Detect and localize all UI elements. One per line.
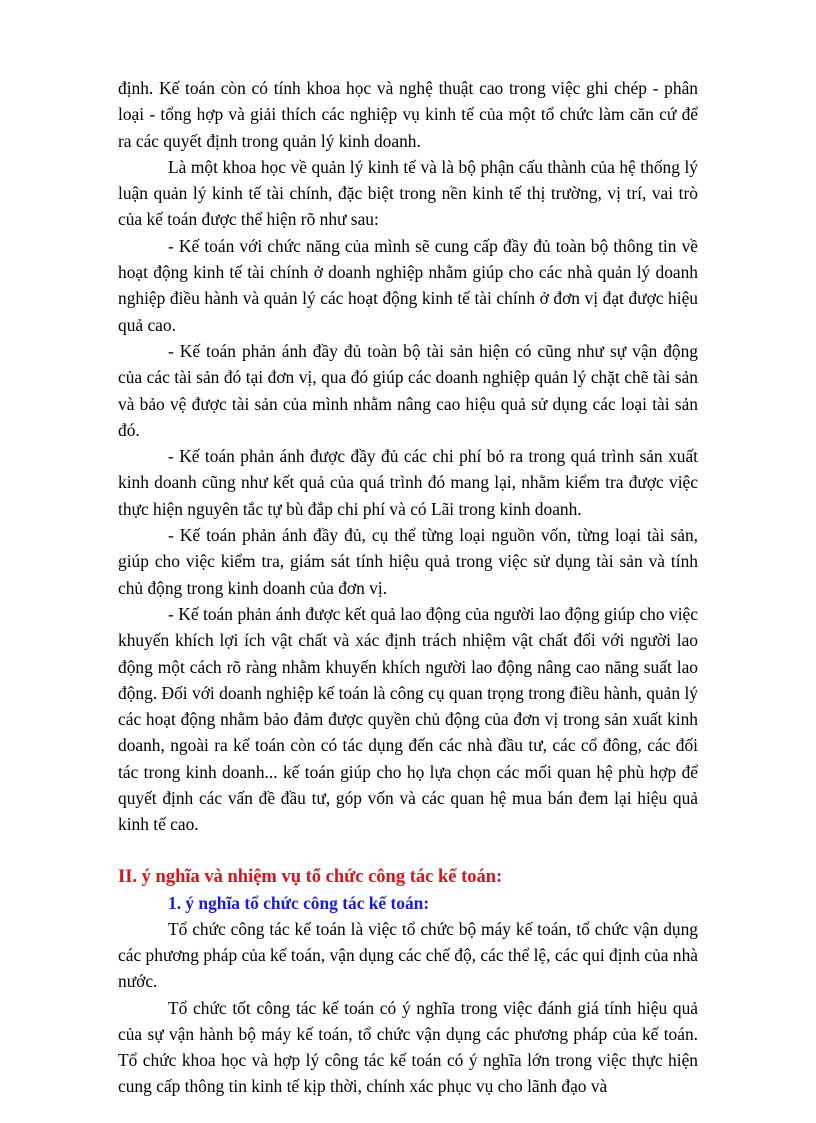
paragraph: định. Kế toán còn có tính khoa học và nghệ thuật cao trong việc ghi chép - phân loại - tổng hợp và giải thích các nghiệp vụ kinh tế của một tổ chức làm căn cứ để ra các quyết định trong quản lý kinh doanh. [118, 78, 698, 151]
paragraph: Là một khoa học về quản lý kinh tế và là bộ phận cấu thành của hệ thống lý luận quản lý kinh tế tài chính, đặc biệt trong nền kinh tế thị trường, vị trí, vai trò của kế toán được thể hiện rõ như sau: [118, 156, 698, 230]
section-heading: II. ý nghĩa và nhiệm vụ tổ chức công tác kế toán: [118, 866, 503, 887]
document-page [118, 75, 698, 1100]
bullet-paragraph: - Kế toán phản ánh được đầy đủ các chi phí bỏ ra trong quá trình sản xuất kinh doanh cũng như kết quả của quá trình đó mang lại, nhằm kiểm tra được việc thực hiện nguyên tắc tự bù đắp chi phí và có Lãi trong kinh doanh. [118, 446, 698, 519]
bullet-paragraph: - Kế toán với chức năng của mình sẽ cung cấp đầy đủ toàn bộ thông tin về hoạt động kinh tế tài chính ở doanh nghiệp nhằm giúp cho các nhà quản lý doanh nghiệp điều hành và quản lý các hoạt động kinh tế tài chính ở đơn vị đạt được hiệu quả cao. [118, 235, 698, 335]
bullet-paragraph: - Kế toán phản ánh đầy đủ toàn bộ tài sản hiện có cũng như sự vận động của các tài sản đó tại đơn vị, qua đó giúp các doanh nghiệp quản lý chặt chẽ tài sản và bảo vệ được tài sản của mình nhằm nâng cao hiệu quả sử dụng các loại tài sản đó. [118, 340, 698, 440]
subsection-heading: 1. ý nghĩa tổ chức công tác kế toán: [168, 892, 430, 913]
bullet-paragraph: - Kế toán phản ánh được kết quả lao động của người lao động giúp cho việc khuyến khích lợi ích vật chất và xác định trách nhiệm vật chất đối với người lao động một cách rõ ràng nhằm khuyến khích người lao động nâng cao năng suất lao động. Đối với doanh nghiệp kế toán là công cụ quan trọng trong điều hành, quản lý các hoạt động nhằm bảo đảm được quyền chủ động của đơn vị trong sản xuất kinh doanh, ngoài ra kế toán còn có tác dụng đến các nhà đầu tư, các cổ đông, các đối tác trong kinh doanh... kế toán giúp cho họ lựa chọn các mối quan hệ phù hợp để quyết định các vấn đề đầu tư, góp vốn và các quan hệ mua bán đem lại hiệu quả kinh tế cao. [118, 603, 698, 835]
paragraph: Tổ chức công tác kế toán là việc tổ chức bộ máy kế toán, tổ chức vận dụng các phương pháp của kế toán, vận dụng các chế độ, các thể lệ, các qui định của nhà nước. [118, 918, 698, 992]
bullet-paragraph: - Kế toán phản ánh đầy đủ, cụ thể từng loại nguồn vốn, từng loại tài sản, giúp cho việc kiểm tra, giám sát tính hiệu quả trong việc sử dụng tài sản và tính chủ động trong kinh doanh của đơn vị. [118, 525, 698, 598]
paragraph: Tổ chức tốt công tác kế toán có ý nghĩa trong việc đánh giá tính hiệu quả của sự vận hành bộ máy kế toán, tổ chức vận dụng các phương pháp của kế toán. Tổ chức khoa học và hợp lý công tác kế toán có ý nghĩa lớn trong việc thực hiện cung cấp thông tin kinh tế kịp thời, chính xác phục vụ cho lãnh đạo và [118, 997, 698, 1097]
